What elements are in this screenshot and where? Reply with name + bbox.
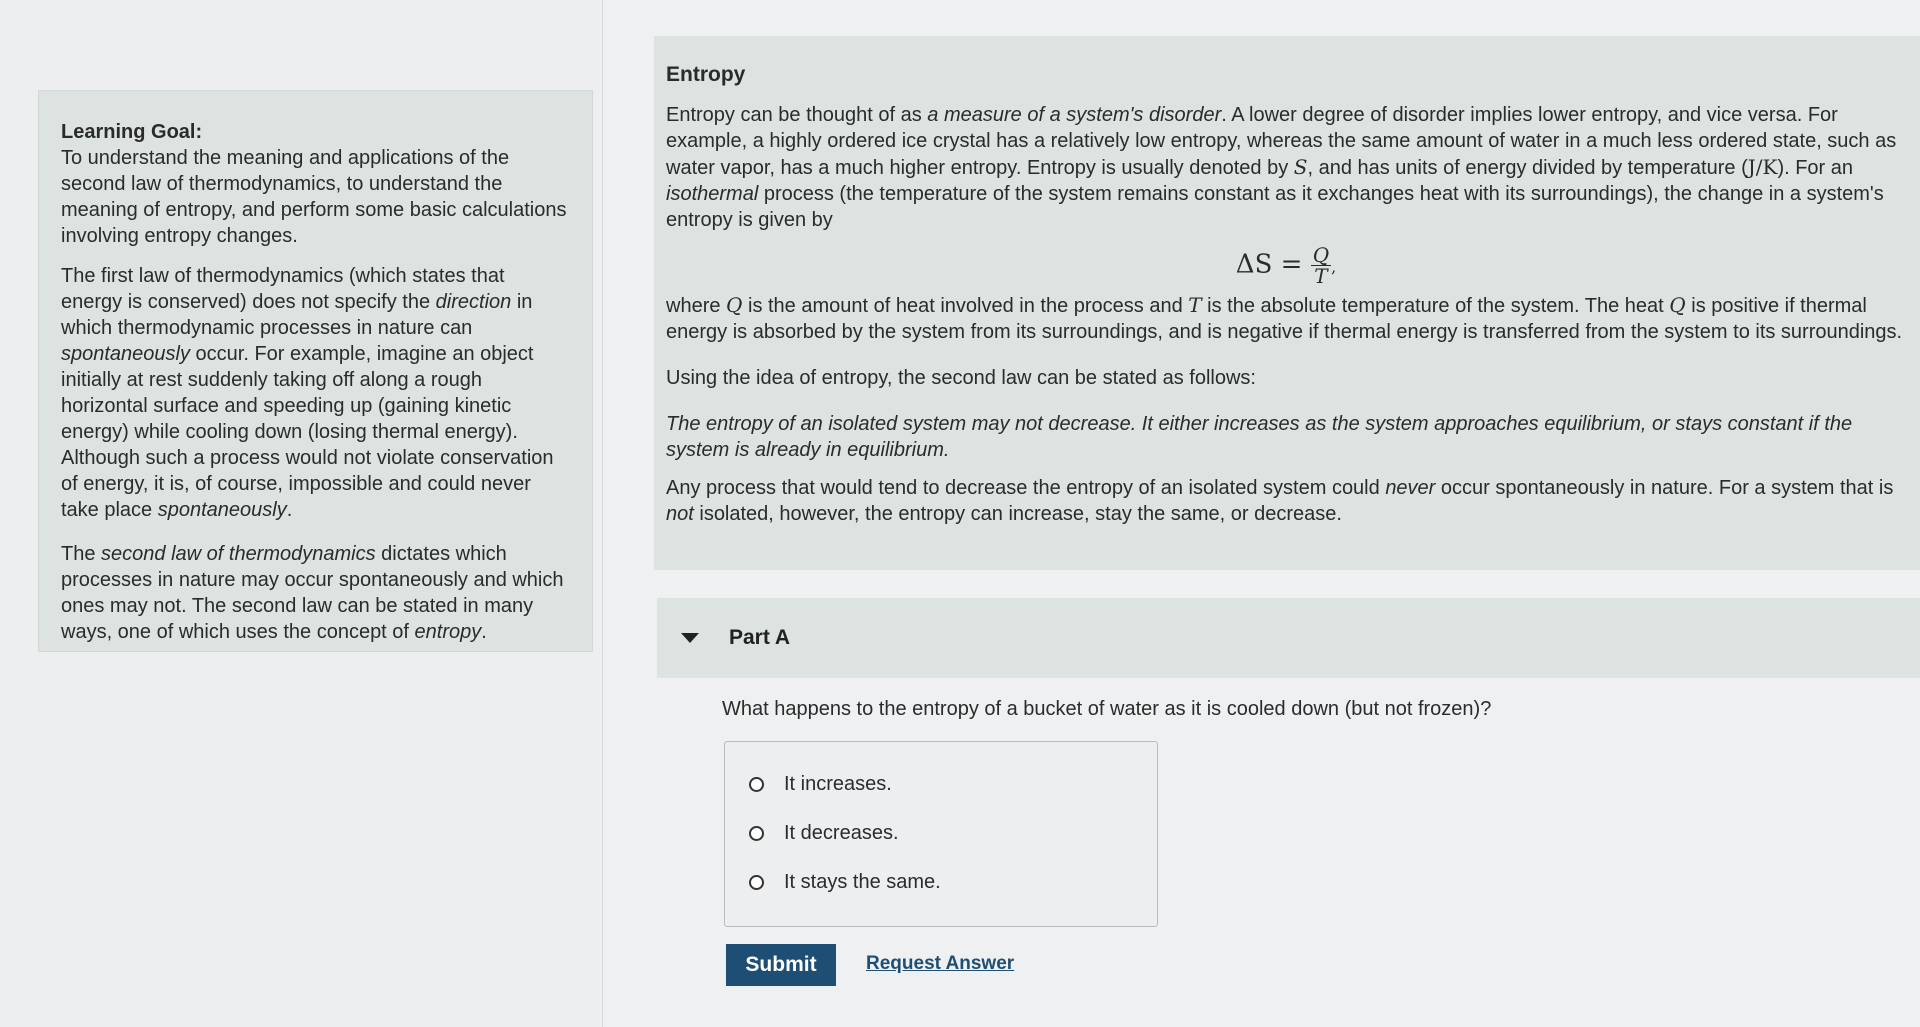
entropy-panel: [654, 36, 1920, 570]
learning-goal-intro: To understand the meaning and applications of the second law of thermodynamics, to understand the meaning of entropy, and perform some basic calculations involving entropy changes.: [61, 147, 567, 247]
entropy-formula: ΔS = $\frac{Q}{T}$ ,: [1235, 243, 1337, 288]
choices-panel: [724, 741, 1158, 927]
part-a-label: Part A: [729, 626, 791, 649]
second-law-paragraph: The second law of thermodynamics dictates which processes in nature may occur spontaneously and which ones may not. The second law can be stated in many ways, one of which uses the concept of entropy.: [61, 543, 564, 643]
entropy-paragraph-1: Entropy can be thought of as a measure of a system's disorder. A lower degree of disorder implies lower entropy, and vice versa. For example, a highly ordered ice crystal has a relatively low entropy, whereas the same amount of water in a much less ordered state, such as water vapor, has a much higher entropy. Entropy is usually denoted by S, and has units of energy divided by temperature (J/K). For an isothermal process (the temperature of the system remains constant as it exchanges heat with its surroundings), the change in a system's entropy is given by: [666, 104, 1897, 231]
submit-button[interactable]: Submit: [726, 944, 836, 986]
caret-down-icon[interactable]: [681, 633, 699, 643]
second-law-statement: The entropy of an isolated system may not decrease. It either increases as the system approaches equilibrium, or stays constant if the system is already in equilibrium.: [666, 413, 1853, 461]
choice-decreases[interactable]: It decreases.: [749, 822, 899, 845]
entropy-paragraph-4: Any process that would tend to decrease the entropy of an isolated system could never occur spontaneously in nature. For a system that is not isolated, however, the entropy can increase, stay the same, or decrease.: [666, 477, 1894, 525]
part-a-header[interactable]: [657, 598, 1920, 678]
entropy-paragraph-3: Using the idea of entropy, the second law can be stated as follows:: [666, 367, 1256, 389]
right-pane: [620, 0, 1920, 1027]
radio-button[interactable]: [749, 777, 764, 792]
learning-goal-title: Learning Goal:: [61, 121, 203, 143]
request-answer-link[interactable]: Request Answer: [866, 953, 1015, 974]
radio-button[interactable]: [749, 875, 764, 890]
learning-goal-panel: [38, 90, 593, 652]
entropy-paragraph-2: where Q is the amount of heat involved in the process and T is the absolute temperature of the system. The heat Q is positive if thermal energy is absorbed by the system from its surroundings, and is negative if thermal energy is transferred from the system to its surroundings.: [666, 293, 1903, 343]
radio-button[interactable]: [749, 826, 764, 841]
first-law-paragraph: The first law of thermodynamics (which states that energy is conserved) does not specify the direction in which thermodynamic processes in nature can spontaneously occur. For example, imagine an object initially at rest suddenly taking off along a rough horizontal surface and speeding up (gaining kinetic energy) while cooling down (losing thermal energy). Although such a process would not violate conservation of energy, it is, of course, impossible and could never take place spontaneously.: [61, 265, 554, 521]
left-pane: [0, 0, 603, 1027]
entropy-heading: Entropy: [666, 63, 746, 86]
question-text: What happens to the entropy of a bucket of water as it is cooled down (but not frozen)?: [722, 698, 1492, 720]
choice-stays-same[interactable]: It stays the same.: [749, 871, 941, 894]
choice-increases[interactable]: It increases.: [749, 773, 892, 796]
